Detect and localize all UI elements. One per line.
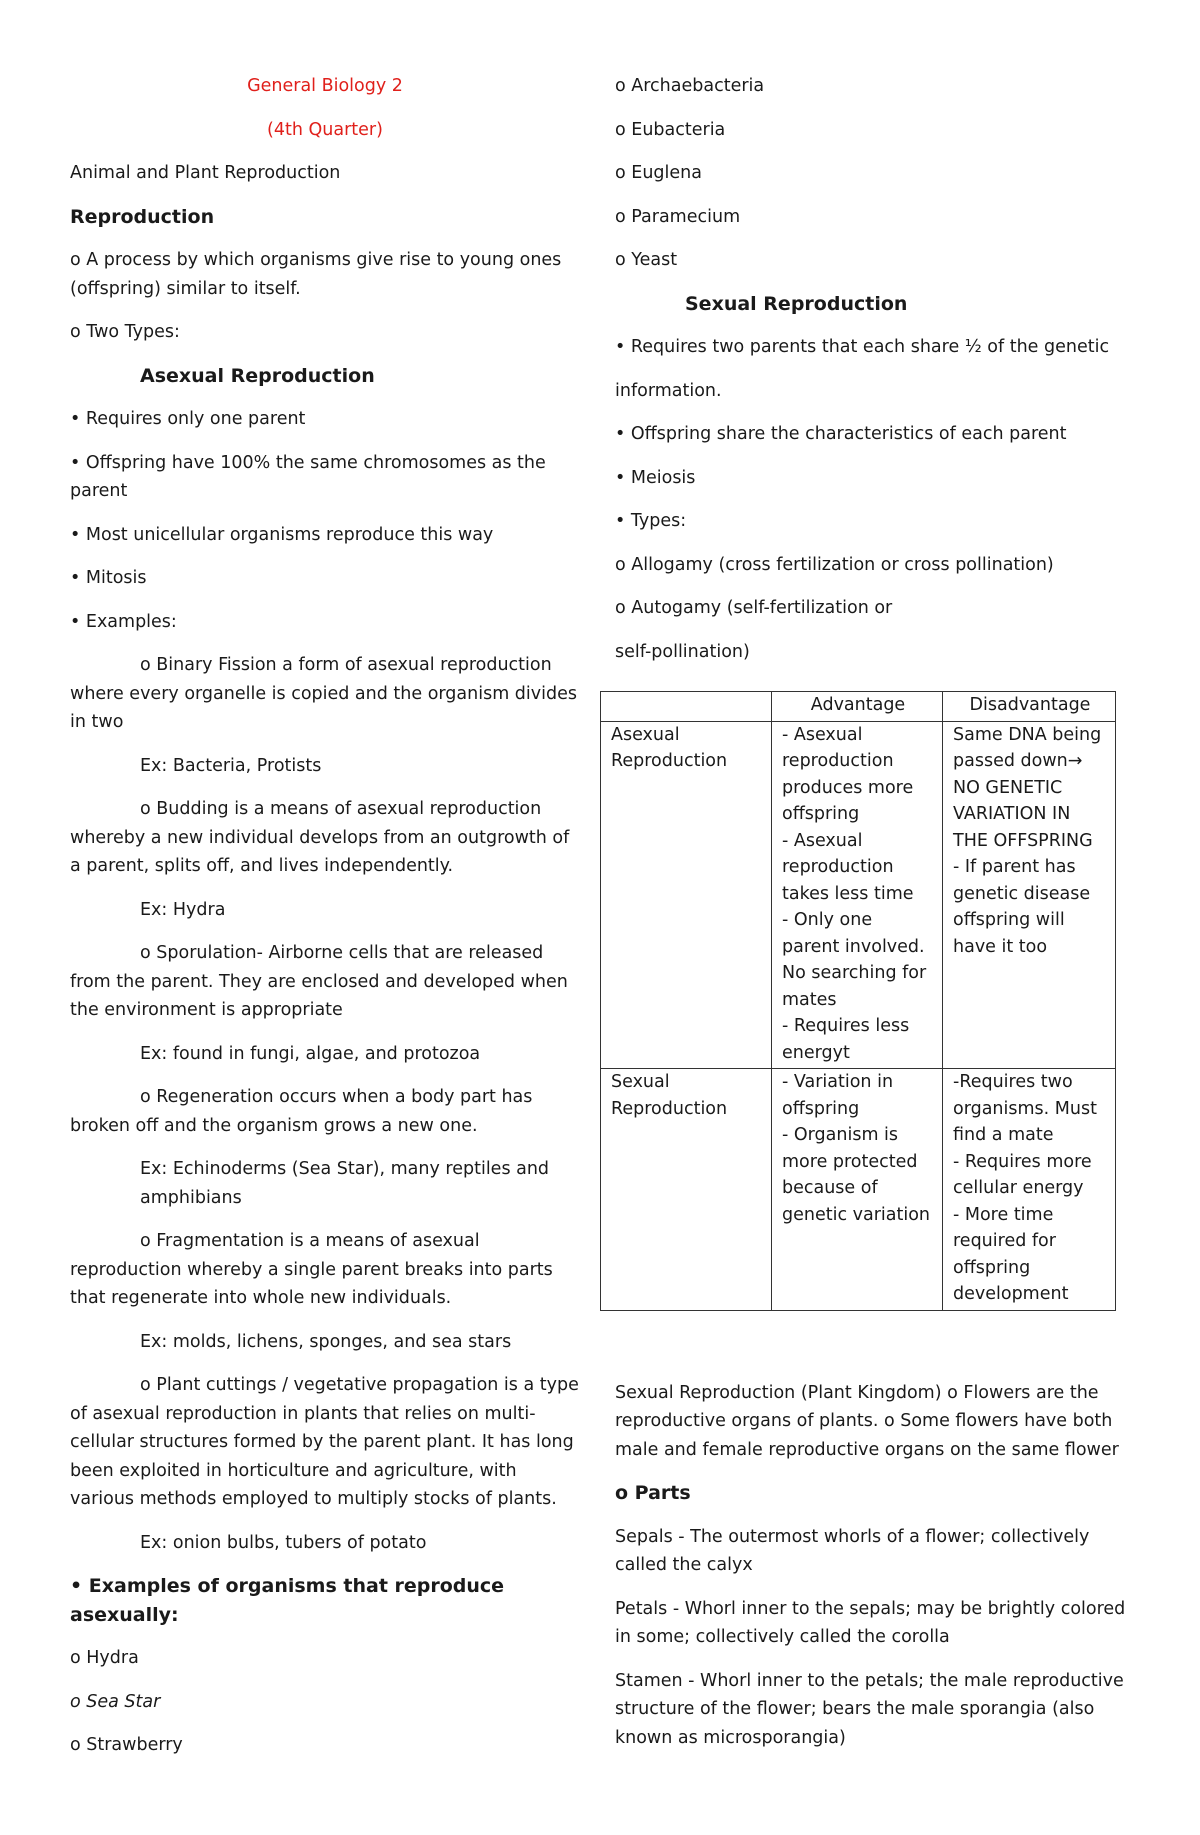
table-advantage-cell	[772, 1069, 943, 1311]
sexual-heading: Sexual Reproduction	[685, 292, 908, 315]
asexual-bullet: • Offspring have 100% the same chromosomes as the parent	[70, 452, 546, 501]
asexual-bullet: • Mitosis	[70, 568, 147, 588]
disadvantage-item: - Requires more cellular energy	[953, 1151, 1092, 1198]
right-column	[611, 72, 1135, 1767]
organism-item: o Paramecium	[615, 206, 741, 227]
left-column	[70, 72, 580, 1775]
advantage-item: - Requires less energyt	[782, 1016, 910, 1063]
advantage-item: - Organism is more protected because of genetic variation	[782, 1125, 931, 1225]
table-disadvantage-cell	[943, 1069, 1116, 1311]
table-header-cell: Advantage	[772, 692, 943, 722]
table-disadvantage-cell	[943, 721, 1116, 1069]
organism-item: o Euglena	[615, 163, 702, 183]
example-regeneration-ex: Ex: Echinoderms (Sea Star), many reptiles and amphibians	[140, 1159, 550, 1208]
table-row-label: Asexual Reproduction	[601, 721, 772, 1069]
table-header-cell: Disadvantage	[943, 692, 1116, 722]
organism-item: o Sea Star	[70, 1691, 161, 1712]
reproduction-heading: Reproduction	[70, 205, 215, 228]
organism-item: o Yeast	[615, 250, 678, 270]
comparison-table	[600, 691, 1116, 1311]
subtitle: Animal and Plant Reproduction	[70, 163, 341, 183]
sexual-bullet: • Types:	[615, 511, 687, 531]
quarter-label: (4th Quarter)	[267, 119, 383, 140]
example-fragmentation: o Fragmentation is a means of asexual reproduction whereby a single parent breaks into parts that regenerate into whole new individuals.	[70, 1231, 553, 1308]
table-header-cell	[601, 692, 772, 722]
example-sporulation-ex: Ex: found in fungi, algae, and protozoa	[140, 1043, 481, 1064]
example-binary-fission: o Binary Fission a form of asexual reproduction where every organelle is copied and the organism divides in two	[70, 655, 577, 732]
example-budding-ex: Ex: Hydra	[140, 899, 226, 920]
example-plant-cuttings: o Plant cuttings / vegetative propagation is a type of asexual reproduction in plants that relies on multi-cellular structures formed by the parent plant. It has long been exploited in horticulture and agriculture, with various methods employed to multiply stocks of plants.	[70, 1375, 579, 1509]
advantage-item: - Asexual reproduction takes less time	[782, 830, 914, 904]
organism-item: o Archaebacteria	[615, 76, 765, 96]
advantage-item: - Only one parent involved. No searching for mates	[782, 910, 927, 1010]
plant-intro: Sexual Reproduction (Plant Kingdom) o Flowers are the reproductive organs of plants. o Some flowers have both male and female reproductive organs on the same flower	[615, 1382, 1119, 1460]
table-header-row	[601, 692, 1116, 722]
table-row	[601, 721, 1116, 1069]
sexual-bullet: • Requires two parents that each share ½ of the genetic	[615, 337, 1110, 357]
table-advantage-cell	[772, 721, 943, 1069]
asexual-bullet: • Most unicellular organisms reproduce this way	[70, 524, 494, 545]
asexual-bullet: • Requires only one parent	[70, 409, 306, 429]
parts-heading: o Parts	[615, 1482, 691, 1504]
example-plant-cuttings-ex: Ex: onion bulbs, tubers of potato	[140, 1532, 427, 1553]
part-petals: Petals - Whorl inner to the sepals; may be brightly colored in some; collectively called the corolla	[615, 1598, 1126, 1647]
part-sepals: Sepals - The outermost whorls of a flower; collectively called the calyx	[615, 1526, 1090, 1575]
organisms-heading: • Examples of organisms that reproduce asexually:	[70, 1575, 505, 1626]
part-stamen: Stamen - Whorl inner to the petals; the male reproductive structure of the flower; bears the male sporangia (also known as microsporangia)	[615, 1670, 1124, 1748]
sexual-type: o Autogamy (self-fertilization or	[615, 598, 893, 618]
example-regeneration: o Regeneration occurs when a body part has broken off and the organism grows a new one.	[70, 1087, 533, 1136]
sexual-type-cont: self-pollination)	[615, 641, 750, 662]
disadvantage-item: - If parent has genetic disease offspring will have it too	[953, 857, 1091, 957]
organism-item: o Strawberry	[70, 1735, 183, 1755]
example-sporulation: o Sporulation- Airborne cells that are released from the parent. They are enclosed and developed when the environment is appropriate	[70, 943, 568, 1020]
sexual-bullet: • Offspring share the characteristics of each parent	[615, 424, 1067, 444]
organism-item: o Hydra	[70, 1648, 139, 1668]
organism-item: o Eubacteria	[615, 119, 726, 140]
asexual-bullet: • Examples:	[70, 611, 177, 632]
document-title: General Biology 2	[247, 76, 403, 96]
sexual-type: o Allogamy (cross fertilization or cross pollination)	[615, 554, 1054, 575]
example-binary-fission-ex: Ex: Bacteria, Protists	[140, 755, 322, 776]
disadvantage-item: - More time required for offspring development	[953, 1204, 1069, 1304]
table-row-label: Sexual Reproduction	[601, 1069, 772, 1311]
asexual-heading: Asexual Reproduction	[140, 364, 375, 387]
advantage-item: - Asexual reproduction produces more offspring	[782, 724, 914, 824]
two-types-label: o Two Types:	[70, 322, 180, 342]
disadvantage-item: Same DNA being passed down→ NO GENETIC VARIATION IN THE OFFSPRING	[953, 724, 1102, 851]
example-budding: o Budding is a means of asexual reproduction whereby a new individual develops from an outgrowth of a parent, splits off, and lives independently.	[70, 799, 570, 876]
sexual-bullet-cont: information.	[615, 380, 722, 401]
example-fragmentation-ex: Ex: molds, lichens, sponges, and sea stars	[140, 1331, 512, 1352]
advantage-item: - Variation in offspring	[782, 1072, 894, 1119]
disadvantage-item: -Requires two organisms. Must find a mate	[953, 1072, 1097, 1145]
table-row	[601, 1069, 1116, 1311]
reproduction-definition: o A process by which organisms give rise to young ones (offspring) similar to itself.	[70, 250, 562, 299]
sexual-bullet: • Meiosis	[615, 467, 696, 488]
